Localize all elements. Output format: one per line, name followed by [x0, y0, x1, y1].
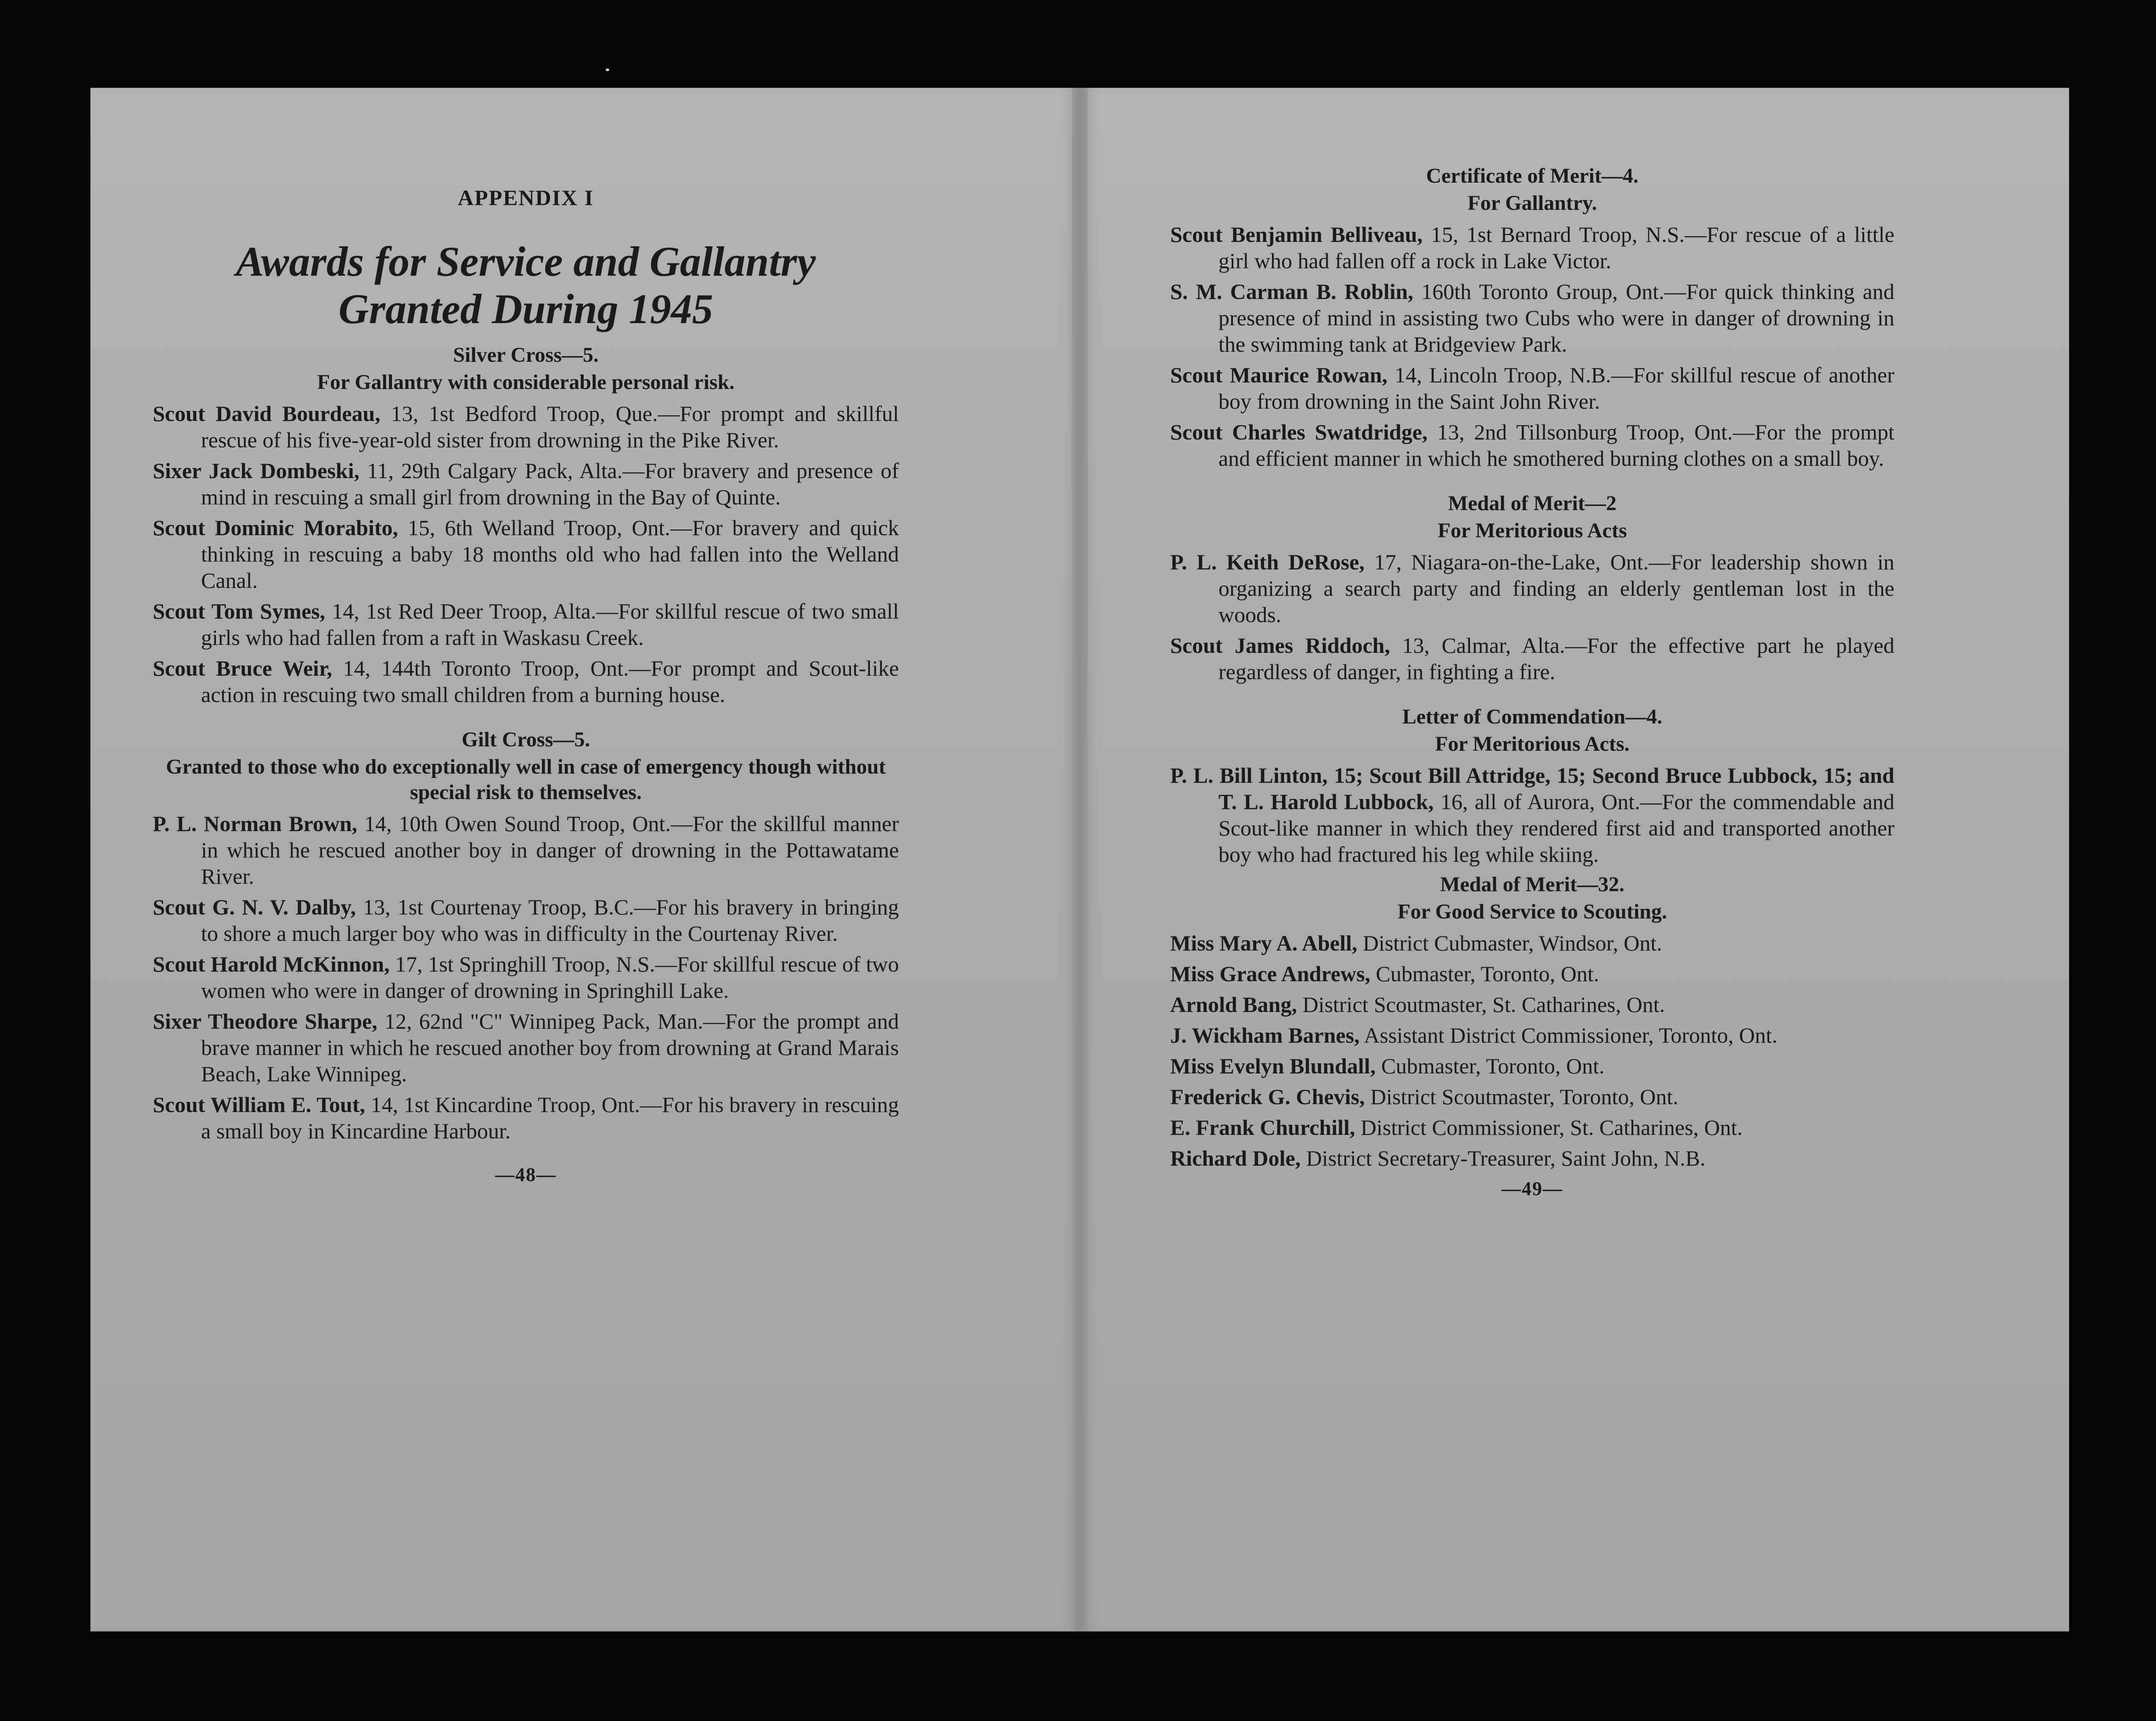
- award-citation: 13, 1st Courtenay Troop, B.C.—For his bravery in bringing to shore a much larger boy who was in difficulty in the Courtenay River.: [201, 895, 899, 946]
- award-citation: 15, 6th Welland Troop, Ont.—For bravery and quick thinking in rescuing a baby 18 months old who had fallen into the Welland Canal.: [201, 515, 899, 593]
- award-entry: [1170, 419, 1894, 472]
- recipient-name: Miss Mary A. Abell,: [1170, 931, 1358, 955]
- award-entry: [1170, 1114, 1894, 1141]
- award-citation: Cubmaster, Toronto, Ont.: [1370, 961, 1599, 986]
- award-citation: 13, 2nd Tillsonburg Troop, Ont.—For the prompt and efficient manner in which he smothered burning clothes on a small boy.: [1218, 420, 1894, 471]
- award-citation: Cubmaster, Toronto, Ont.: [1376, 1054, 1605, 1078]
- award-citation: 14, 144th Toronto Troop, Ont.—For prompt and Scout-like action in rescuing two small children from a burning house.: [201, 656, 899, 707]
- award-entry: [1170, 549, 1894, 628]
- recipient-name: P. L. Bill Linton, 15; Scout Bill Attridge, 15; Second Bruce Lubbock, 15; and T. L. Harold Lubbock,: [1170, 763, 1894, 814]
- recipient-name: Miss Evelyn Blundall,: [1170, 1054, 1376, 1078]
- award-entry: [1170, 278, 1894, 357]
- award-citation: 17, 1st Springhill Troop, N.S.—For skillful rescue of two women who were in danger of drowning in Springhill Lake.: [201, 952, 899, 1003]
- award-section-certificate-of-merit: [1170, 163, 1894, 472]
- recipient-name: P. L. Norman Brown,: [153, 811, 358, 836]
- award-entry: [1170, 1053, 1894, 1079]
- recipient-name: Scout Dominic Morabito,: [153, 515, 399, 540]
- award-citation: 16, all of Aurora, Ont.—For the commendable and Scout-like manner in which they rendered first aid and transported another boy who had fractured his leg while skiing.: [1218, 789, 1895, 867]
- recipient-name: Scout Charles Swatdridge,: [1170, 420, 1428, 444]
- award-entry: [1170, 221, 1894, 274]
- appendix-label: APPENDIX I: [457, 185, 594, 210]
- award-entry: [153, 810, 899, 889]
- left-page-content: [153, 184, 899, 1188]
- right-page-content: [1170, 163, 1894, 1202]
- award-citation: 13, 1st Bedford Troop, Que.—For prompt and skillful rescue of his five-year-old sister from drowning in the Pike River.: [201, 401, 899, 452]
- section-heading: Silver Cross—5.: [453, 343, 599, 367]
- award-entry: [153, 515, 899, 594]
- award-entry: [153, 1008, 899, 1087]
- award-citation: 15, 1st Bernard Troop, N.S.—For rescue of a little girl who had fallen off a rock in Lake Victor.: [1218, 222, 1895, 273]
- dust-speck: [606, 68, 609, 71]
- award-citation: 14, 1st Red Deer Troop, Alta.—For skillful rescue of two small girls who had fallen from a raft in Waskasu Creek.: [201, 599, 899, 650]
- title-line-2: Granted During 1945: [338, 285, 713, 332]
- recipient-name: Scout G. N. V. Dalby,: [153, 895, 356, 919]
- award-citation: 13, Calmar, Alta.—For the effective part he played regardless of danger, in fighting a fire.: [1218, 633, 1895, 684]
- award-entry: [1170, 991, 1894, 1018]
- award-section-medal-of-merit-good-service: [1170, 872, 1894, 1171]
- section-subheading: For Good Service to Scouting.: [1398, 900, 1667, 923]
- recipient-name: Miss Grace Andrews,: [1170, 961, 1370, 986]
- award-entry: [1170, 1084, 1894, 1110]
- award-section-medal-of-merit-meritorious: [1170, 491, 1894, 685]
- recipient-name: J. Wickham Barnes,: [1170, 1023, 1360, 1048]
- award-section-silver-cross: [153, 342, 899, 708]
- recipient-name: Scout Maurice Rowan,: [1170, 363, 1387, 387]
- award-citation: District Commissioner, St. Catharines, Ont.: [1355, 1115, 1743, 1140]
- award-citation: 14, 10th Owen Sound Troop, Ont.—For the skillful manner in which he rescued another boy in danger of drowning in the Pottawatame River.: [201, 811, 899, 889]
- section-subheading: For Gallantry.: [1467, 191, 1597, 215]
- award-entry: [1170, 632, 1894, 685]
- recipient-name: Scout James Riddoch,: [1170, 633, 1390, 658]
- recipient-name: Scout Bruce Weir,: [153, 656, 332, 680]
- recipient-name: Scout William E. Tout,: [153, 1092, 365, 1117]
- award-citation: 17, Niagara-on-the-Lake, Ont.—For leadership shown in organizing a search party and finding an elderly gentleman lost in the woods.: [1218, 550, 1895, 627]
- award-entry: [153, 951, 899, 1004]
- recipient-name: Richard Dole,: [1170, 1146, 1301, 1170]
- recipient-name: Arnold Bang,: [1170, 992, 1297, 1017]
- award-citation: District Secretary-Treasurer, Saint John, N.B.: [1301, 1146, 1706, 1170]
- recipient-name: S. M. Carman B. Roblin,: [1170, 279, 1413, 304]
- title-line-1: Awards for Service and Gallantry: [236, 238, 816, 285]
- award-entry: [1170, 1145, 1894, 1171]
- award-entry: [153, 400, 899, 453]
- recipient-name: Scout Harold McKinnon,: [153, 952, 390, 976]
- recipient-name: P. L. Keith DeRose,: [1170, 550, 1365, 574]
- section-heading: Certificate of Merit—4.: [1426, 164, 1639, 187]
- award-entry: [1170, 961, 1894, 987]
- award-entry: [153, 457, 899, 510]
- recipient-name: Scout David Bourdeau,: [153, 401, 381, 426]
- award-entry: [1170, 762, 1894, 868]
- award-entry: [1170, 930, 1894, 956]
- section-heading: Gilt Cross—5.: [461, 728, 590, 751]
- award-section-gilt-cross: [153, 727, 899, 1144]
- award-entry: [153, 598, 899, 651]
- award-citation: District Scoutmaster, Toronto, Ont.: [1365, 1084, 1678, 1109]
- award-citation: District Scoutmaster, St. Catharines, Ont.: [1297, 992, 1665, 1017]
- award-citation: Assistant District Commissioner, Toronto, Ont.: [1359, 1023, 1778, 1048]
- award-citation: 11, 29th Calgary Pack, Alta.—For bravery and presence of mind in rescuing a small girl from drowning in the Bay of Quinte.: [201, 458, 899, 509]
- page-number: —49—: [1502, 1178, 1563, 1199]
- award-citation: District Cubmaster, Windsor, Ont.: [1357, 931, 1662, 955]
- award-citation: 14, Lincoln Troop, N.B.—For skillful rescue of another boy from drowning in the Saint John River.: [1218, 363, 1894, 414]
- section-subheading: For Meritorious Acts.: [1435, 732, 1630, 756]
- award-citation: 14, 1st Kincardine Troop, Ont.—For his bravery in rescuing a small boy in Kincardine Harbour.: [201, 1092, 899, 1143]
- section-heading: Medal of Merit—32.: [1440, 873, 1624, 896]
- award-entry: [1170, 362, 1894, 414]
- award-section-letter-of-commendation: [1170, 704, 1894, 868]
- award-entry: [153, 1091, 899, 1144]
- recipient-name: E. Frank Churchill,: [1170, 1115, 1355, 1140]
- recipient-name: Scout Benjamin Belliveau,: [1170, 222, 1423, 247]
- recipient-name: Scout Tom Symes,: [153, 599, 325, 623]
- book-gutter: [1072, 88, 1088, 1631]
- section-heading: Letter of Commendation—4.: [1402, 705, 1663, 728]
- page-title: [153, 238, 899, 333]
- award-entry: [1170, 1022, 1894, 1048]
- section-subheading: For Meritorious Acts: [1437, 519, 1627, 542]
- recipient-name: Sixer Jack Dombeski,: [153, 458, 359, 483]
- section-heading: Medal of Merit—2: [1448, 492, 1617, 515]
- award-entry: [153, 894, 899, 947]
- section-subheading: Granted to those who do exceptionally well in case of emergency though without special risk to themselves.: [166, 755, 886, 804]
- award-citation: 160th Toronto Group, Ont.—For quick thinking and presence of mind in assisting two Cubs who were in danger of drowning in the swimming tank at Bridgeview Park.: [1218, 279, 1894, 356]
- award-citation: 12, 62nd "C" Winnipeg Pack, Man.—For the prompt and brave manner in which he rescued another boy from drowning at Grand Marais Beach, Lake Winnipeg.: [201, 1009, 899, 1086]
- recipient-name: Sixer Theodore Sharpe,: [153, 1009, 377, 1033]
- section-subheading: For Gallantry with considerable personal risk.: [317, 371, 735, 394]
- award-entry: [153, 655, 899, 708]
- recipient-name: Frederick G. Chevis,: [1170, 1084, 1365, 1109]
- page-number: —48—: [495, 1164, 557, 1185]
